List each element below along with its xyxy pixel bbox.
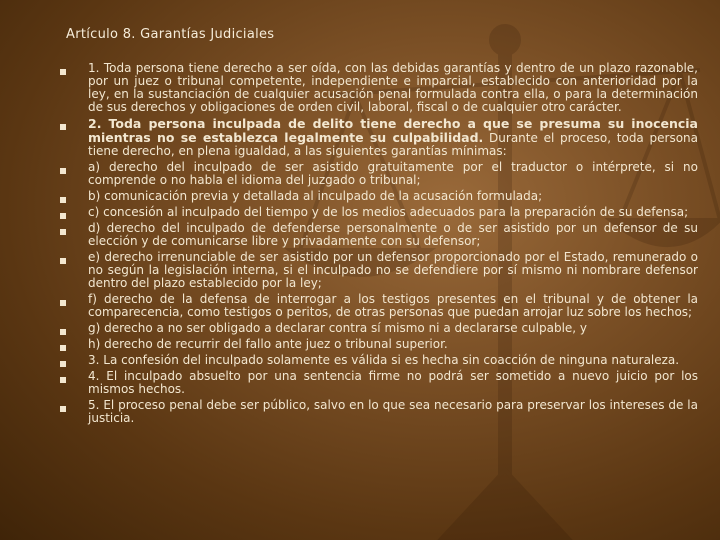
- body-text: Durante el proceso, toda persona tiene derecho, en plena igualdad, a las siguientes garantías mínimas:: [88, 131, 698, 158]
- list-item: [58, 322, 698, 335]
- list-item: [58, 190, 698, 203]
- list-item: [58, 161, 698, 187]
- body-text: h) derecho de recurrir del fallo ante juez o tribunal superior.: [88, 337, 448, 351]
- square-bullet-icon: [60, 329, 66, 335]
- body-text: c) concesión al inculpado del tiempo y de los medios adecuados para la preparación de su defensa;: [88, 205, 689, 219]
- page-title: Artículo 8. Garantías Judiciales: [66, 27, 275, 42]
- list-item: [58, 117, 698, 158]
- body-text: g) derecho a no ser obligado a declarar contra sí mismo ni a declararse culpable, y: [88, 321, 588, 335]
- body-text: a) derecho del inculpado de ser asistido gratuitamente por el traductor o intérprete, si no comprende o no habla el idioma del juzgado o tribunal;: [88, 160, 698, 187]
- article-list: [58, 62, 698, 428]
- list-item: [58, 370, 698, 396]
- list-item-text: [88, 370, 698, 396]
- list-item-text: [88, 161, 698, 187]
- list-item: [58, 338, 698, 351]
- body-text: 1. Toda persona tiene derecho a ser oída, con las debidas garantías y dentro de un plazo razonable, por un juez o tribunal competente, independiente e imparcial, establecido con anterioridad por la ley, en la sustanciación de cualquier acusación penal formulada contra ella, o para la determinación de sus derechos y obligaciones de orden civil, laboral, fiscal o de cualquier otro carácter.: [88, 61, 698, 114]
- list-item: [58, 354, 698, 367]
- square-bullet-icon: [60, 361, 66, 367]
- list-item-text: [88, 206, 698, 219]
- list-item-text: [88, 338, 698, 351]
- square-bullet-icon: [60, 229, 66, 235]
- list-item-text: [88, 354, 698, 367]
- list-item-text: [88, 117, 698, 158]
- body-text: 4. El inculpado absuelto por una sentencia firme no podrá ser sometido a nuevo juicio por los mismos hechos.: [88, 369, 698, 396]
- square-bullet-icon: [60, 124, 66, 130]
- body-text: d) derecho del inculpado de defenderse personalmente o de ser asistido por un defensor de su elección y de comunicarse libre y privadamente con su defensor;: [88, 221, 698, 248]
- body-text: f) derecho de la defensa de interrogar a los testigos presentes en el tribunal y de obtener la comparecencia, como testigos o peritos, de otras personas que puedan arrojar luz sobre los hechos;: [88, 292, 698, 319]
- list-item: [58, 293, 698, 319]
- list-item-text: [88, 62, 698, 114]
- square-bullet-icon: [60, 258, 66, 264]
- list-item-text: [88, 322, 698, 335]
- list-item-text: [88, 190, 698, 203]
- list-item: [58, 251, 698, 290]
- list-item: [58, 222, 698, 248]
- bold-text: 2. Toda persona inculpada de delito tiene derecho a que se presuma su inocencia mientras no se establezca legalmente su culpabilidad.: [88, 116, 698, 145]
- body-text: 5. El proceso penal debe ser público, salvo en lo que sea necesario para preservar los intereses de la justicia.: [88, 398, 698, 425]
- square-bullet-icon: [60, 69, 66, 75]
- list-item-text: [88, 293, 698, 319]
- list-item-text: [88, 399, 698, 425]
- square-bullet-icon: [60, 197, 66, 203]
- list-item: [58, 206, 698, 219]
- list-item-text: [88, 222, 698, 248]
- body-text: e) derecho irrenunciable de ser asistido por un defensor proporcionado por el Estado, remunerado o no según la legislación interna, si el inculpado no se defendiere por sí mismo ni nombrare defensor dentro del plazo establecido por la ley;: [88, 250, 698, 290]
- list-item-text: [88, 251, 698, 290]
- square-bullet-icon: [60, 345, 66, 351]
- square-bullet-icon: [60, 300, 66, 306]
- body-text: b) comunicación previa y detallada al inculpado de la acusación formulada;: [88, 189, 543, 203]
- list-item: [58, 399, 698, 425]
- body-text: 3. La confesión del inculpado solamente es válida si es hecha sin coacción de ninguna naturaleza.: [88, 353, 680, 367]
- square-bullet-icon: [60, 213, 66, 219]
- square-bullet-icon: [60, 406, 66, 412]
- square-bullet-icon: [60, 377, 66, 383]
- square-bullet-icon: [60, 168, 66, 174]
- list-item: [58, 62, 698, 114]
